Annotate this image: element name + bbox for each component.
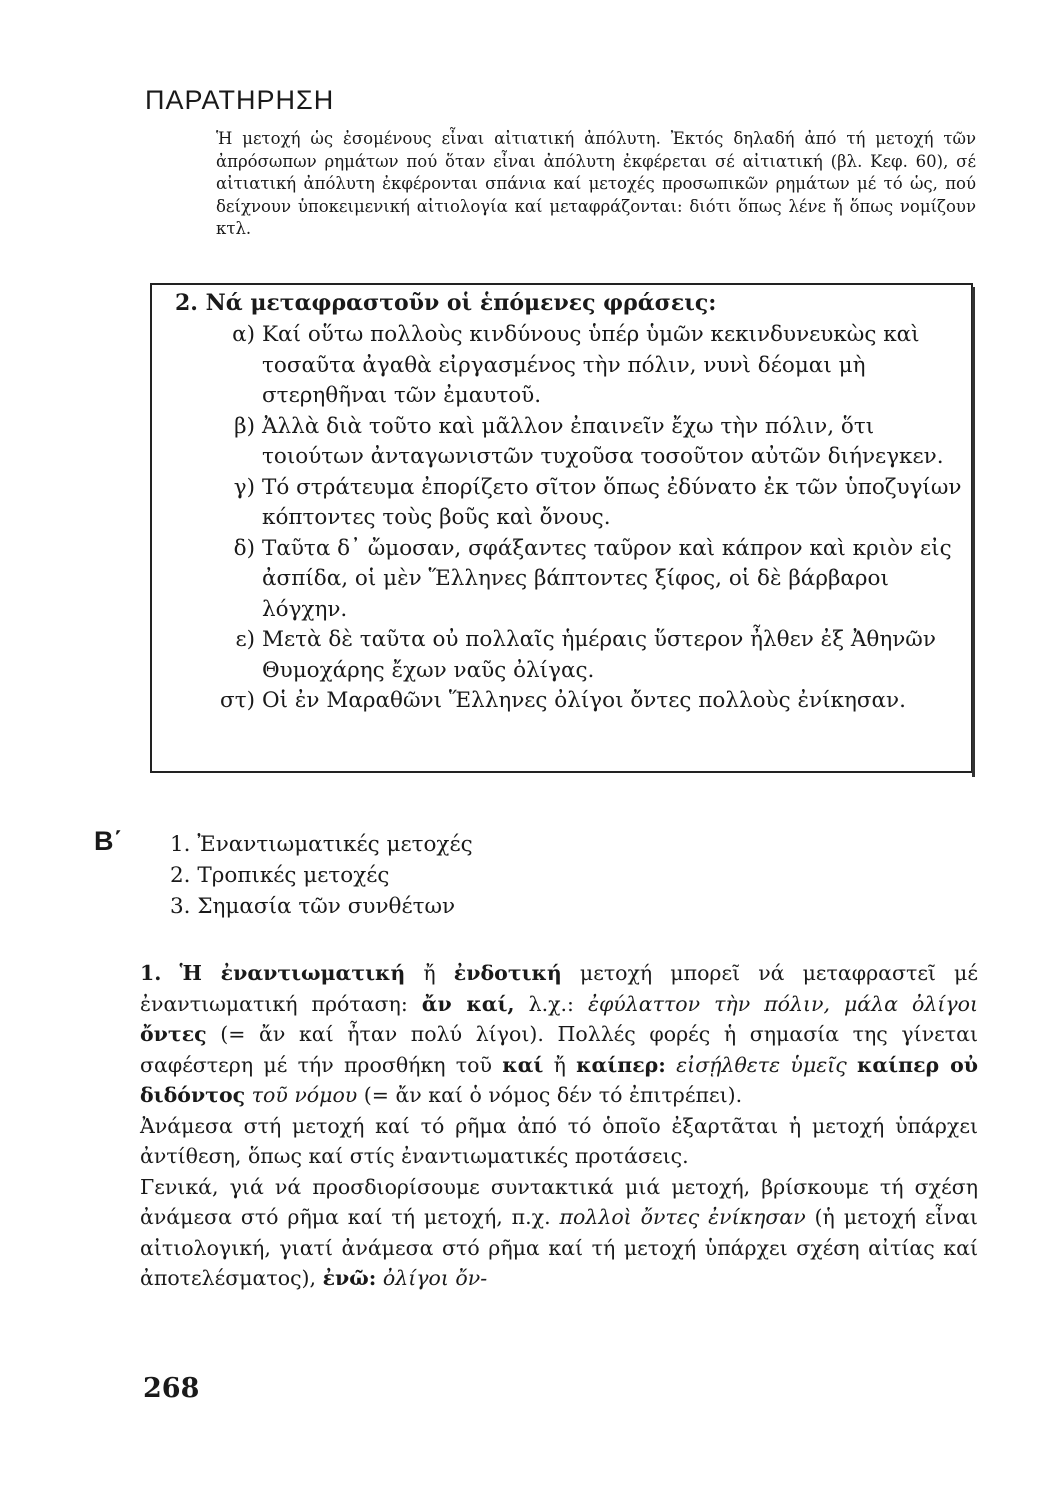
body-paragraph-1 [140, 958, 978, 1111]
body-fragment: Γενικά, γιά νά προσδιορίσουμε συντακτικά μιά μετοχή, βρίσκουμε τή σχέση ἀνάμεσα στό ρῆμα καί τή μετοχή, π.χ. [140, 1174, 978, 1229]
phrase-item [175, 412, 965, 473]
section-mark: Β΄ [94, 826, 123, 856]
remark-paragraph [216, 128, 976, 241]
body-fragment: ἤ [543, 1052, 577, 1077]
body-fragment: λ.χ.: [514, 991, 588, 1016]
term-kaiper: καίπερ: [576, 1052, 666, 1077]
phrase-text: Καί οὕτω πολλοὺς κινδύνους ὑπέρ ὑμῶν κεκινδυνευκὼς καὶ τοσαῦτα ἀγαθὰ εἰργασμένος τὴν πόλιν, νυνὶ δέομαι μὴ στερηθῆναι τῶν ἐμαυτοῦ. [262, 322, 920, 408]
section-heading: ΠΑΡΑΤΗΡΗΣΗ [145, 85, 335, 115]
phrase-label: δ) [233, 535, 255, 561]
phrase-item [175, 625, 965, 686]
phrase-text: Οἱ ἐν Μαραθῶνι Ἕλληνες ὀλίγοι ὄντες πολλοὺς ἐνίκησαν. [262, 688, 906, 713]
example-participle: καίπερ οὐ διδόντος [140, 1052, 978, 1107]
phrase-text: Μετὰ δὲ ταῦτα οὐ πολλαῖς ἡμέραις ὕστερον ἦλθεν ἐξ Ἀθηνῶν Θυμοχάρης ἔχων ναῦς ὀλίγας. [262, 627, 936, 683]
term-an-kai: ἄν καί, [421, 991, 515, 1016]
body-text [140, 958, 978, 1294]
topic-list [170, 829, 473, 922]
example-quote: τοῦ νόμου [251, 1083, 358, 1107]
body-fragment [847, 1053, 857, 1077]
phrase-text: Ἀλλὰ διὰ τοῦτο καὶ μᾶλλον ἐπαινεῖν ἔχω τὴν πόλιν, ὅτι τοιούτων ἀνταγωνιστῶν τυχοῦσα τοσοῦτον αὐτῶν διήνεγκεν. [262, 413, 944, 469]
exercise-title: 2. Νά μεταφραστοῦν οἱ ἑπόμενες φράσεις: [175, 290, 717, 316]
phrase-label: α) [232, 322, 255, 347]
page-number: 268 [143, 1373, 200, 1404]
body-fragment: (= ἄν καί ἦταν πολύ λίγοι). Πολλές φορές ἡ σημασία της γίνεται σαφέστερη μέ τήν προσθήκη τοῦ [140, 1022, 978, 1077]
example-quote: πολλοὶ ὄντες ἐνίκησαν [559, 1205, 806, 1229]
phrase-label: β) [234, 413, 255, 439]
example-participle: ὄντες [140, 1022, 207, 1046]
phrase-label: στ) [220, 688, 255, 713]
remark-text: Ἡ μετοχή ὡς ἐσομένους εἶναι αἰτιατική ἀπόλυτη. Ἐκτός δηλαδή ἀπό τή μετοχή τῶν ἀπρόσωπων ρημάτων πού ὅταν εἶναι ἀπόλυτη ἐκφέρεται σέ αἰτιατική (βλ. Κεφ. 60), σέ αἰτιατική ἀπόλυτη ἐκφέρονται σπάνια καί μετοχές προσωπικῶν ρημάτων μέ τό ὡς, πού δείχνουν ὑποκειμενική αἰτιολογία καί μεταφράζονται: διότι ὅπως λένε ἤ ὅπως νομίζουν κτλ. [216, 129, 976, 238]
example-quote: ὀλίγοι ὄν- [382, 1266, 488, 1290]
exercise-box-shadow [972, 287, 975, 777]
example-quote: εἰσῄλθετε ὑμεῖς [676, 1052, 847, 1077]
term-concessive-alt: ἐνδοτική [453, 961, 562, 985]
phrase-item [175, 534, 965, 626]
topic-item: 1. Ἐναντιωματικές μετοχές [170, 832, 473, 857]
phrase-item [175, 473, 965, 534]
topic-item: 2. Τροπικές μετοχές [170, 863, 390, 888]
topic-item: 3. Σημασία τῶν συνθέτων [170, 894, 456, 919]
phrase-item [175, 686, 965, 717]
term-eno: ἐνῶ: [322, 1266, 377, 1290]
exercise-phrases [175, 320, 965, 717]
body-paragraph-2: Ἀνάμεσα στή μετοχή καί τό ρῆμα ἀπό τό ὁποῖο ἐξαρτᾶται ἡ μετοχή ὑπάρχει ἀντίθεση, ὅπως καί στίς ἐναντιωματικές προτάσεις. [140, 1113, 978, 1168]
phrase-item [175, 320, 965, 412]
example-quote: ἐφύλαττον τὴν πόλιν, μάλα ὀλίγοι [587, 991, 978, 1016]
body-fragment: (= ἄν καί ὁ νόμος δέν τό ἐπιτρέπει). [357, 1083, 743, 1107]
body-fragment: μετοχή μπορεῖ νά μεταφραστεῖ μέ ἐναντιωματική πρόταση: [140, 961, 978, 1016]
body-fragment: ἤ [405, 961, 454, 985]
term-concessive: Ἡ ἐναντιωματική [179, 961, 406, 985]
phrase-label: ε) [235, 627, 255, 652]
paragraph-number: 1. [140, 961, 162, 985]
term-kai: καί [502, 1052, 544, 1077]
phrase-label: γ) [233, 474, 255, 500]
phrase-text: Ταῦτα δ᾽ ὤμοσαν, σφάξαντες ταῦρον καὶ κάπρον καὶ κριὸν εἰς ἀσπίδα, οἱ μὲν Ἕλληνες βάπτοντες ξίφος, οἱ δὲ βάρβαροι λόγχην. [262, 535, 952, 622]
body-fragment [666, 1053, 676, 1077]
phrase-text: Τό στράτευμα ἐπορίζετο σῖτον ὅπως ἐδύνατο ἐκ τῶν ὑποζυγίων κόπτοντες τοὺς βοῦς καὶ ὄνους. [262, 474, 962, 530]
body-paragraph-3 [140, 1172, 978, 1294]
body-fragment: (ἡ μετοχή εἶναι αἰτιολογική, γιατί ἀνάμεσα στό ρῆμα καί τή μετοχή ὑπάρχει σχέση αἰτίας καί ἀποτελέσματος), [140, 1205, 978, 1290]
